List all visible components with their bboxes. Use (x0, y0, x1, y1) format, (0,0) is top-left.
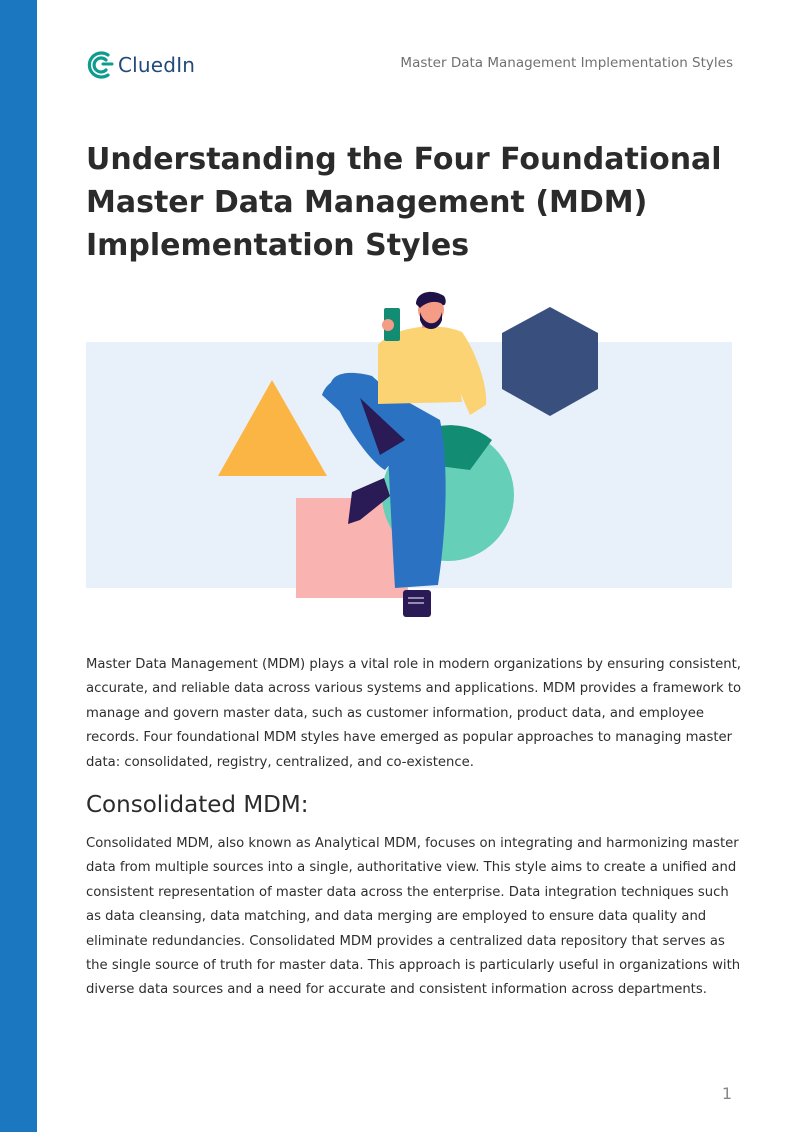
intro-paragraph: Master Data Management (MDM) plays a vital role in modern organizations by ensuring consistent, accurate, and reliable data across various systems and applications. MDM provides a framework to manage and govern master data, such as customer information, product data, and employee records. Four foundational MDM styles have emerged as popular approaches to managing master data: consolidated, registry, centralized, and co-existence. (86, 657, 742, 770)
page-title: Understanding the Four Foundational Master Data Management (MDM) Implementation Styles (86, 142, 722, 263)
section-body-consolidated-mdm: Consolidated MDM, also known as Analytical MDM, focuses on integrating and harmonizing master data from multiple sources into a single, authoritative view. This style aims to create a unified and consistent representation of master data across the enterprise. Data integration techniques such as data cleansing, data matching, and data merging are employed to ensure data quality and eliminate redundancies. Consolidated MDM provides a centralized data repository that serves as the single source of truth for master data. This approach is particularly useful in organizations with diverse data sources and a need for accurate and consistent information across departments. (86, 836, 741, 998)
section-heading-consolidated-mdm: Consolidated MDM: (86, 792, 309, 818)
page-number: 1 (721, 1084, 732, 1103)
hand (382, 319, 394, 331)
logo-wordmark: CluedIn (118, 53, 196, 77)
document-header-title: Master Data Management Implementation Styles (400, 55, 733, 71)
